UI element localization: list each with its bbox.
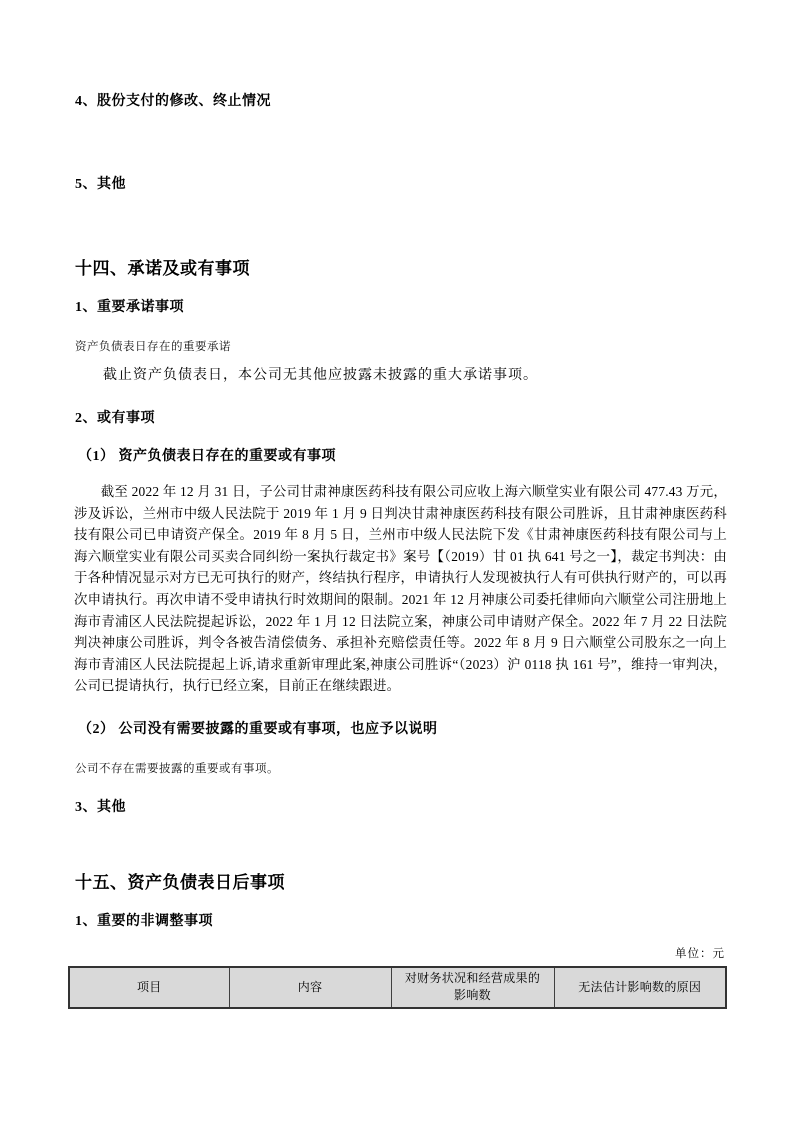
heading-important-contingencies-at-balance-date: （1） 资产负债表日存在的重要或有事项	[78, 449, 336, 464]
non-adjusting-events-table	[68, 966, 727, 1009]
table-header-row	[69, 967, 726, 1008]
paragraph-no-undisclosed-commitments: 截止资产负债表日，本公司无其他应披露未披露的重大承诺事项。	[103, 368, 538, 383]
table-header-content: 内容	[229, 967, 391, 1008]
heading-no-contingencies-to-disclose: （2） 公司没有需要披露的重要或有事项，也应予以说明	[78, 722, 438, 737]
paragraph-no-contingencies: 公司不存在需要披露的重要或有事项。	[75, 763, 279, 775]
unit-label: 单位：元	[675, 948, 725, 960]
heading-important-non-adjusting-events: 1、重要的非调整事项	[75, 914, 213, 929]
paragraph-litigation-details: 截至 2022 年 12 月 31 日，子公司甘肃神康医药科技有限公司应收上海六顺堂实业有限公司 477.43 万元，涉及诉讼，兰州市中级人民法院于 2019 年 1 月 9 日判决甘肃神康医药科技有限公司胜诉，且甘肃神康医药科技有限公司已申请资产保全。2019 年 8 月 5 日，兰州市中级人民法院下发《甘肃神康医药科技有限公司与上海六顺堂实业有限公司买卖合同纠纷一案执行裁定书》案号【（2019）甘 01 执 641 号之一】，裁定书判决：由于各种情况显示对方已无可执行的财产，终结执行程序，申请执行人发现被执行人有可供执行财产的，可以再次申请执行。再次申请不受申请执行时效期间的限制。2021 年 12 月神康公司委托律师向六顺堂公司注册地上海市青浦区人民法院提起诉讼，2022 年 1 月 12 日法院立案，神康公司申请财产保全。2022 年 7 月 22 日法院判决神康公司胜诉，判令各被告清偿债务、承担补充赔偿责任等。2022 年 8 月 9 日六顺堂公司股东之一向上海市青浦区人民法院提起上诉,请求重新审理此案,神康公司胜诉“（2023）沪 0118 执 161 号”，维持一审判决，公司已提请执行，执行已经立案，目前正在继续跟进。	[74, 484, 727, 694]
note-commitments-at-balance-date: 资产负债表日存在的重要承诺	[75, 341, 231, 353]
heading-contingencies: 2、或有事项	[75, 411, 155, 426]
heading-important-commitments: 1、重要承诺事项	[75, 300, 184, 315]
heading-share-payment-modification: 4、股份支付的修改、终止情况	[75, 94, 271, 109]
heading-other-5: 5、其他	[75, 177, 126, 192]
table-header-item: 项目	[69, 967, 229, 1008]
table-header-reason-unestimable: 无法估计影响数的原因	[554, 967, 726, 1008]
table-header-financial-impact: 对财务状况和经营成果的影响数	[391, 967, 554, 1008]
heading-chapter-14-commitments-contingencies: 十四、承诺及或有事项	[75, 259, 250, 278]
heading-other-3: 3、其他	[75, 800, 126, 815]
heading-chapter-15-post-balance-sheet-events: 十五、资产负债表日后事项	[75, 873, 285, 892]
